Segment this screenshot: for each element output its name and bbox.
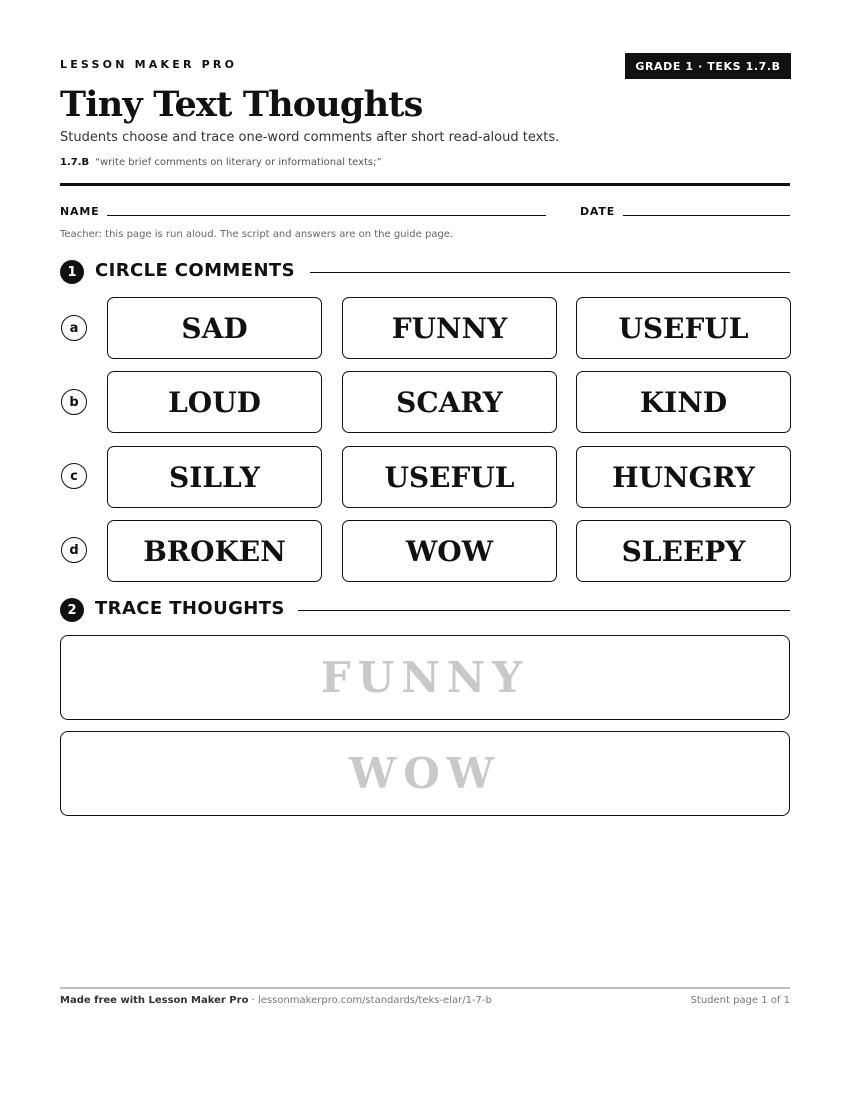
section-2-title: TRACE THOUGHTS [95, 598, 285, 619]
section-1-title: CIRCLE COMMENTS [95, 260, 295, 281]
page-title: Tiny Text Thoughts [60, 84, 423, 125]
standard-text: “write brief comments on literary or informational texts;” [95, 157, 382, 168]
standard-code: 1.7.B [60, 157, 90, 168]
section-1-rule [310, 272, 790, 273]
comment-card-c2[interactable]: USEFUL [342, 446, 557, 508]
comment-card-d3[interactable]: SLEEPY [576, 520, 791, 582]
comment-card-d2[interactable]: WOW [342, 520, 557, 582]
row-b-letter: b [61, 389, 87, 415]
section-2-number: 2 [60, 598, 84, 622]
comment-card-b1[interactable]: LOUD [107, 371, 322, 433]
row-d-letter: d [61, 537, 87, 563]
comment-card-d1[interactable]: BROKEN [107, 520, 322, 582]
footer-credit [60, 995, 492, 1006]
footer-page-number: Student page 1 of 1 [690, 995, 790, 1006]
comment-card-b3[interactable]: KIND [576, 371, 791, 433]
trace-box-2[interactable]: WOW [60, 731, 790, 816]
comment-card-c1[interactable]: SILLY [107, 446, 322, 508]
comment-card-a1[interactable]: SAD [107, 297, 322, 359]
comment-card-c3[interactable]: HUNGRY [576, 446, 791, 508]
brand-name: LESSON MAKER PRO [60, 58, 238, 71]
page-subtitle: Students choose and trace one-word comments after short read-aloud texts. [60, 130, 560, 145]
row-a-letter: a [61, 315, 87, 341]
name-field[interactable] [107, 215, 546, 216]
grade-badge: GRADE 1 · TEKS 1.7.B [625, 53, 791, 79]
comment-card-a2[interactable]: FUNNY [342, 297, 557, 359]
header-divider [60, 183, 790, 186]
footer-divider [60, 987, 790, 989]
footer-made-with: Made free with Lesson Maker Pro [60, 995, 249, 1006]
trace-box-1[interactable]: FUNNY [60, 635, 790, 720]
comment-card-a3[interactable]: USEFUL [576, 297, 791, 359]
comment-card-b2[interactable]: SCARY [342, 371, 557, 433]
date-label: DATE [580, 205, 616, 218]
row-c-letter: c [61, 463, 87, 489]
teacher-note: Teacher: this page is run aloud. The script and answers are on the guide page. [60, 229, 454, 240]
name-label: NAME [60, 205, 100, 218]
date-field[interactable] [623, 215, 790, 216]
section-1-number: 1 [60, 260, 84, 284]
footer-url[interactable]: · lessonmakerpro.com/standards/teks-elar/1-7-b [248, 995, 492, 1006]
section-2-rule [298, 610, 790, 611]
standard-line [60, 157, 382, 168]
